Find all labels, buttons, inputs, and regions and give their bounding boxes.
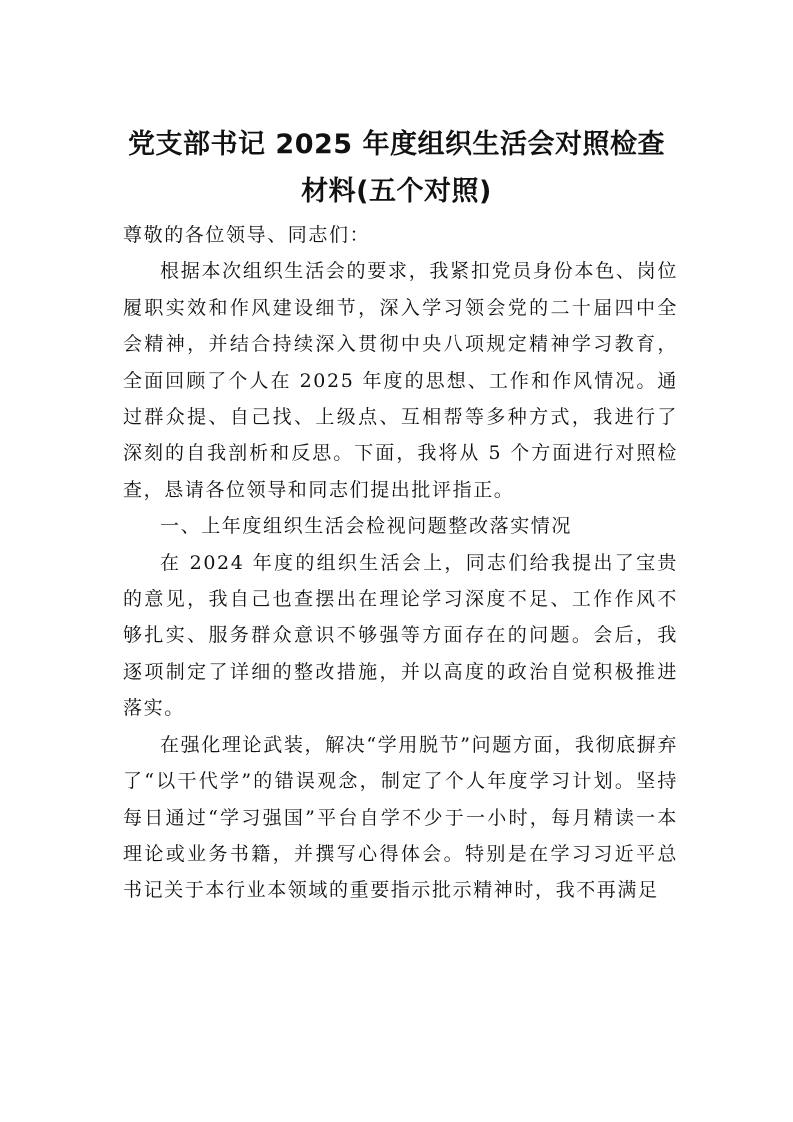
salutation: 尊敬的各位领导、同志们： xyxy=(123,224,371,246)
paragraph-rectification: 在 2024 年度的组织生活会上，同志们给我提出了宝贵的意见，我自己也查摆出在理论学习深度不足、工作作风不够扎实、服务群众意识不够强等方面存在的问题。会后，我逐项制定了详细的整改措施，并以高度的政治自觉积极推进落实。 xyxy=(123,551,678,720)
section-heading-1: 一、上年度组织生活会检视问题整改落实情况 xyxy=(160,515,573,538)
paragraph-intro: 根据本次组织生活会的要求，我紧扣党员身份本色、岗位履职实效和作风建设细节，深入学习领会党的二十届四中全会精神，并结合持续深入贯彻中央八项规定精神学习教育，全面回顾了个人在 2025 年度的思想、工作和作风情况。通过群众提、自己找、上级点、互相帮等多种方式，我进行了深刻的自我剖析和反思。下面，我将从 5 个方面进行对照检查，恳请各位领导和同志们提出批评指正。 xyxy=(123,260,678,501)
document-body xyxy=(123,217,678,909)
document-title-line-1: 党支部书记 2025 年度组织生活会对照检查 xyxy=(128,129,665,160)
paragraph-theory-study: 在强化理论武装，解决“学用脱节”问题方面，我彻底摒弃了“以干代学”的错误观念，制定了个人年度学习计划。坚持每日通过“学习强国”平台自学不少于一小时，每月精读一本理论或业务书籍，并撰写心得体会。特别是在学习习近平总书记关于本行业本领域的重要指示批示精神时，我不再满足 xyxy=(123,733,678,902)
document-title-line-2: 材料(五个对照) xyxy=(301,176,492,207)
